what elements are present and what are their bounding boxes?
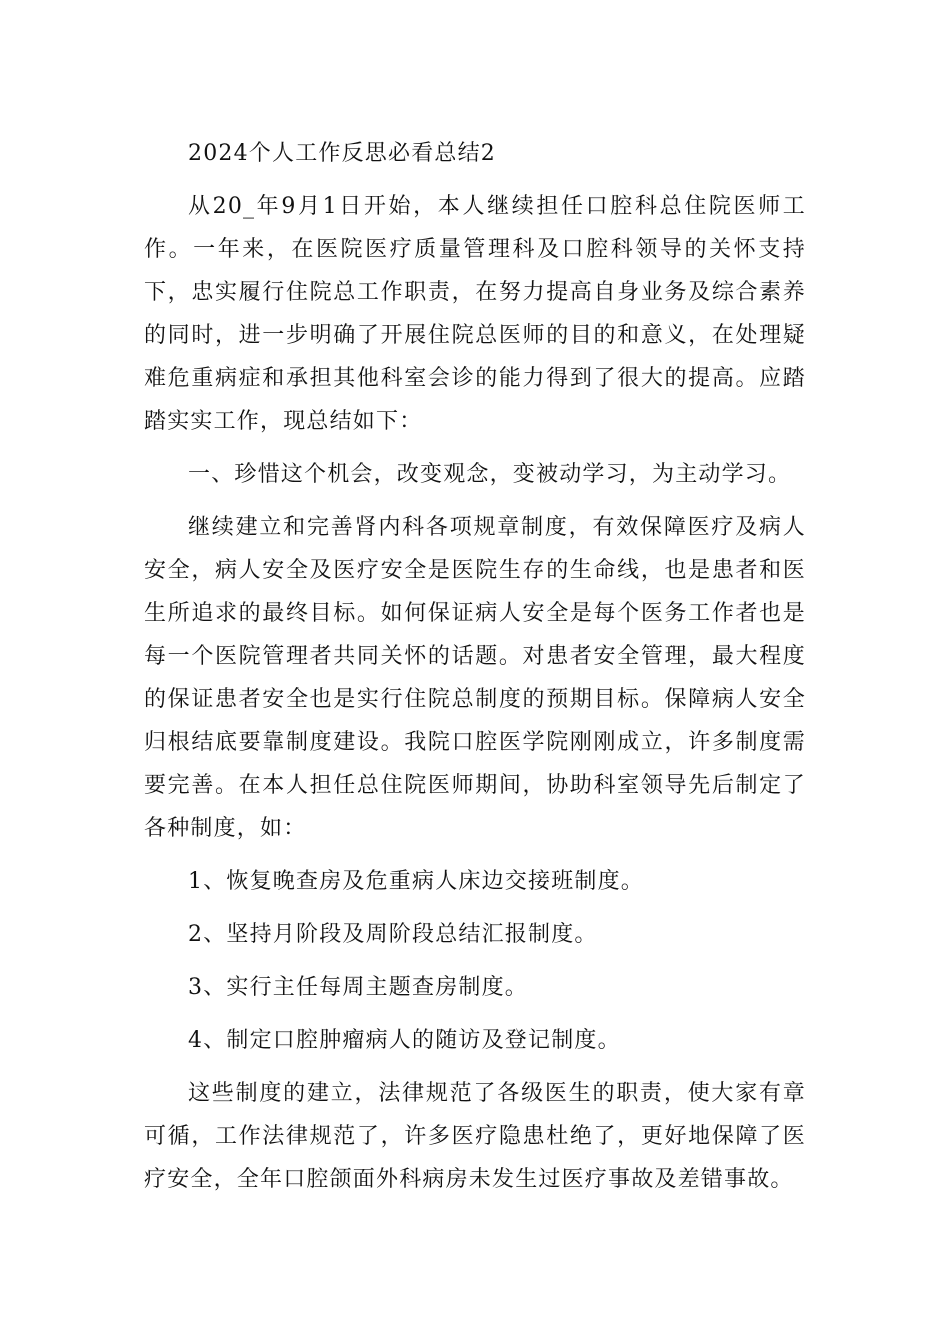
paragraph-closing: 这些制度的建立，法律规范了各级医生的职责，使大家有章可循，工作法律规范了，许多医疗隐患杜绝了，更好地保障了医疗安全，全年口腔颌面外科病房未发生过医疗事故及差错事故。 — [144, 1081, 806, 1192]
list-item: 2、坚持月阶段及周阶段总结汇报制度。 — [188, 922, 598, 947]
list-item: 4、制定口腔肿瘤病人的随访及登记制度。 — [188, 1028, 621, 1053]
list-item: 3、实行主任每周主题查房制度。 — [188, 975, 528, 1000]
document-title: 2024个人工作反思必看总结2 — [188, 141, 496, 166]
list-item: 1、恢复晚查房及危重病人床边交接班制度。 — [188, 869, 644, 894]
paragraph-rules: 继续建立和完善肾内科各项规章制度，有效保障医疗及病人安全，病人安全及医疗安全是医院生存的生命线，也是患者和医生所追求的最终目标。如何保证病人安全是每个医务工作者也是每一个医院管理者共同关怀的话题。对患者安全管理，最大程度的保证患者安全也是实行住院总制度的预期目标。保障病人安全归根结底要靠制度建设。我院口腔医学院刚刚成立，许多制度需要完善。在本人担任总住院医师期间，协助科室领导先后制定了各种制度，如： — [144, 515, 806, 841]
section-heading: 一、珍惜这个机会，改变观念，变被动学习，为主动学习。 — [188, 462, 792, 487]
document-body — [144, 132, 806, 1211]
paragraph-intro: 从20_年9月1日开始，本人继续担任口腔科总住院医师工作。一年来，在医院医疗质量管理科及口腔科领导的关怀支持下，忠实履行住院总工作职责，在努力提高自身业务及综合素养的同时，进一步明确了开展住院总医师的目的和意义，在处理疑难危重病症和承担其他科室会诊的能力得到了很大的提高。应踏踏实实工作，现总结如下： — [144, 194, 806, 434]
